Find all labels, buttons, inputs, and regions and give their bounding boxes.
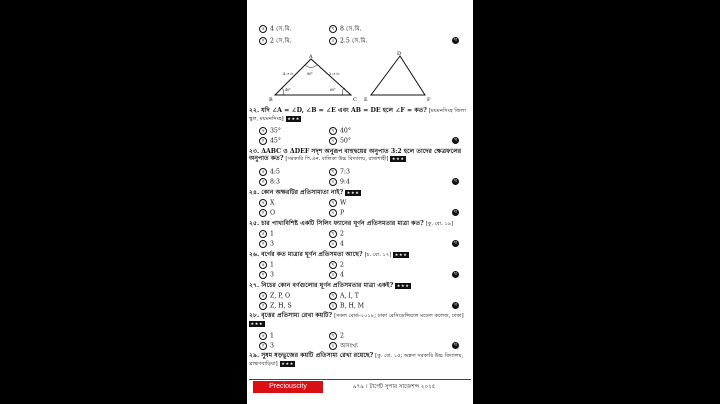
question-text: নিচের কোন বর্ণগুলোর ঘূর্ণন প্রতিসমতার মাত্রা একই? [261,282,394,289]
q24-option-a [259,199,274,207]
question-number: ২৫. [249,220,260,227]
answer-badge: ঘ [452,342,459,349]
q27-option-b [329,292,359,300]
q27-option-c [259,302,292,310]
option-text: 2 সে.মি. [270,37,292,45]
q24-option-c [259,209,275,217]
option-marker: খ [329,332,337,340]
q22-option-b [329,127,351,135]
option-text: 7:3 [340,168,350,176]
option-text: 2 [340,230,344,238]
option-text: 1 [270,332,274,340]
question-22 [249,107,467,124]
option-marker: গ [259,209,267,217]
option-text: B, H, M [340,302,365,310]
option-text: 45° [270,137,281,145]
question-23 [249,148,467,164]
question-27 [249,282,467,289]
option-marker: খ [329,127,337,135]
vertex-c: C [353,97,357,102]
question-source: [চ. বো. ১৭] [364,252,392,258]
question-number: ২৬. [249,251,260,258]
option-marker: খ [329,25,337,33]
question-text: বৃত্তের প্রতিসাম্য রেখা কয়টি? [261,312,333,319]
option-text: 50° [340,137,351,145]
option-marker: ক [259,127,267,135]
option-marker: ঘ [329,302,337,310]
q26-option-d [329,271,344,279]
question-number: ২৯. [249,352,260,359]
q28-option-d [329,342,358,350]
q25-option-c [259,240,274,248]
option-marker: ঘ [329,209,337,217]
question-text: সুষম ষড়ভুজের কয়টি প্রতিসাম্য রেখা রয়েছে? [261,352,374,359]
option-marker: গ [259,342,267,350]
option-text: 8 সে.মি. [340,25,362,33]
option-marker: গ [259,240,267,248]
option-text: 35° [270,127,281,135]
footer-divider [249,379,471,380]
side-label-1: 4 সে.মি. [283,72,295,76]
option-b [329,25,362,33]
q25-option-b [329,230,344,238]
q25-option-d [329,240,344,248]
option-text: X [270,199,275,207]
option-text: 4 সে.মি. [270,25,292,33]
option-marker: ক [259,261,267,269]
angle-a-label: 80° [307,72,313,76]
question-25 [249,220,467,228]
question-text: ΔABC ও ΔDEF সদৃশ অনুরূপ বাহুদ্বয়ের অনুপাত 3:2 হলে তাদের ক্ষেত্রফলের অনুপাত কত? [249,148,462,163]
answer-badge: গ [452,302,459,309]
option-marker: গ [259,37,267,45]
q22-option-c [259,137,281,145]
brand-badge: Preciouscity [253,381,323,393]
q28-option-c [259,342,274,350]
option-marker: ক [259,199,267,207]
option-text: 8:3 [270,178,280,186]
q23-option-d [329,178,350,186]
vertex-a: A [309,54,313,60]
option-text: O [270,209,276,217]
answer-badge: ঘ [452,209,459,216]
question-source: [কু. বো. ১৯] [425,221,454,227]
question-26 [249,251,467,259]
question-source: [ময়মনসিংহ জিলা স্কুল, ময়মনসিংহ] [249,108,466,123]
option-marker: ক [259,25,267,33]
option-marker: খ [329,292,337,300]
option-text: 2.5 সে.মি. [340,37,368,45]
vertex-f: F [427,97,431,102]
option-d [329,37,368,45]
q28-option-a [259,332,274,340]
answer-badge: ঘ [452,37,459,44]
side-label-2: 3 সে.মি. [329,72,341,76]
option-text: 4:5 [270,168,280,176]
option-text: 1 [270,230,274,238]
question-28 [249,312,467,328]
option-text: 3 [270,271,274,279]
option-text: 40° [340,127,351,135]
option-marker: ঘ [329,178,337,186]
q26-option-a [259,261,274,269]
question-source: [সকল বোর্ড-২০১৮; ঢাকা রেসিডেন্সিয়াল মডেল কলেজ, ঢাকা] [334,313,464,319]
question-number: ২৩. [249,148,260,155]
question-text: বর্গের কত মাত্রার ঘূর্ণন প্রতিসমতা আছে? [261,251,363,258]
q25-option-a [259,230,274,238]
option-text: P [340,209,345,217]
option-text: 2 [340,261,344,269]
difficulty-stars: ★★★ [391,155,405,161]
angle-b-label: 40° [285,88,291,92]
option-text: Z, H, S [270,302,292,310]
triangle-def [371,56,425,95]
answer-badge: ঘ [452,240,459,247]
vertex-d: D [397,51,402,57]
question-text: চার পাখাবিশিষ্ট একটি সিলিং ফ্যানের ঘূর্ণন প্রতিসমতার মাত্রা কত? [261,220,424,227]
answer-badge: ঘ [452,178,459,185]
q28-option-b [329,332,344,340]
option-text: 3 [270,342,274,350]
option-marker: গ [259,178,267,186]
option-marker: খ [329,168,337,176]
option-text: 9:4 [340,178,350,186]
answer-badge: ঘ [452,271,459,278]
q23-option-c [259,178,280,186]
question-29 [249,352,467,369]
difficulty-stars: ★★★ [396,282,410,288]
option-text: A, I, T [340,292,359,300]
q23-option-b [329,168,350,176]
option-marker: খ [329,261,337,269]
option-marker: ক [259,168,267,176]
difficulty-stars: ★★★ [346,189,360,195]
difficulty-stars: ★★★ [281,360,294,366]
vertex-e: E [364,97,368,102]
difficulty-stars: ★★★ [287,115,300,121]
option-marker: ক [259,292,267,300]
option-marker: গ [259,271,267,279]
option-marker: খ [329,230,337,238]
option-text: 2 [340,332,344,340]
question-source: [কু. বো. ১৫; অন্নদা সরকারি উচ্চ বিদ্যালয়, ব্রাহ্মণবাড়িয়া] [249,353,464,368]
option-marker: ঘ [329,342,337,350]
option-text: 3 [270,240,274,248]
option-c [259,37,292,45]
option-text: W [340,199,347,207]
angle-c-label: 60° [330,88,336,92]
triangles-figure [269,50,459,102]
difficulty-stars: ★★★ [250,320,264,326]
question-number: ২২. [249,107,260,114]
option-marker: খ [329,199,337,207]
q27-option-a [259,292,290,300]
option-text: Z, P, O [270,292,291,300]
option-marker: ঘ [329,37,337,45]
option-text: 1 [270,261,274,269]
option-marker: গ [259,137,267,145]
option-marker: ক [259,230,267,238]
question-number: ২৮. [249,312,260,319]
question-24 [249,189,467,196]
option-a [259,25,292,33]
question-text: যদি ∠A = ∠D, ∠B = ∠E এবং AB = DE হলে ∠F = কত? [261,107,427,114]
question-number: ২৪. [249,189,260,196]
q23-option-a [259,168,280,176]
q22-option-d [329,137,351,145]
q27-option-d [329,302,364,310]
page-footer-text: ৯৭৯ । টার্গেট সুপার সাজেশন্স ২০২৫ [353,384,436,390]
q26-option-b [329,261,344,269]
option-marker: ঘ [329,240,337,248]
option-marker: ক [259,332,267,340]
q26-option-c [259,271,274,279]
option-marker: গ [259,302,267,310]
question-text: কোন অক্ষরটির প্রতিসাম্যতা নাই? [261,189,344,196]
answer-badge: খ [452,137,459,144]
document-page [247,0,473,404]
q24-option-d [329,209,344,217]
question-number: ২৭. [249,282,260,289]
q24-option-b [329,199,346,207]
q22-option-a [259,127,281,135]
option-marker: ঘ [329,137,337,145]
question-source: [সরকারি পি.এন. বালিকা উচ্চ বিদ্যালয়, রাজশাহী] [285,156,389,163]
option-text: 4 [340,240,344,248]
option-text: অসংখ্য [340,342,358,350]
difficulty-stars: ★★★ [394,251,408,257]
vertex-b: B [269,97,273,102]
option-text: 4 [340,271,344,279]
option-marker: ঘ [329,271,337,279]
